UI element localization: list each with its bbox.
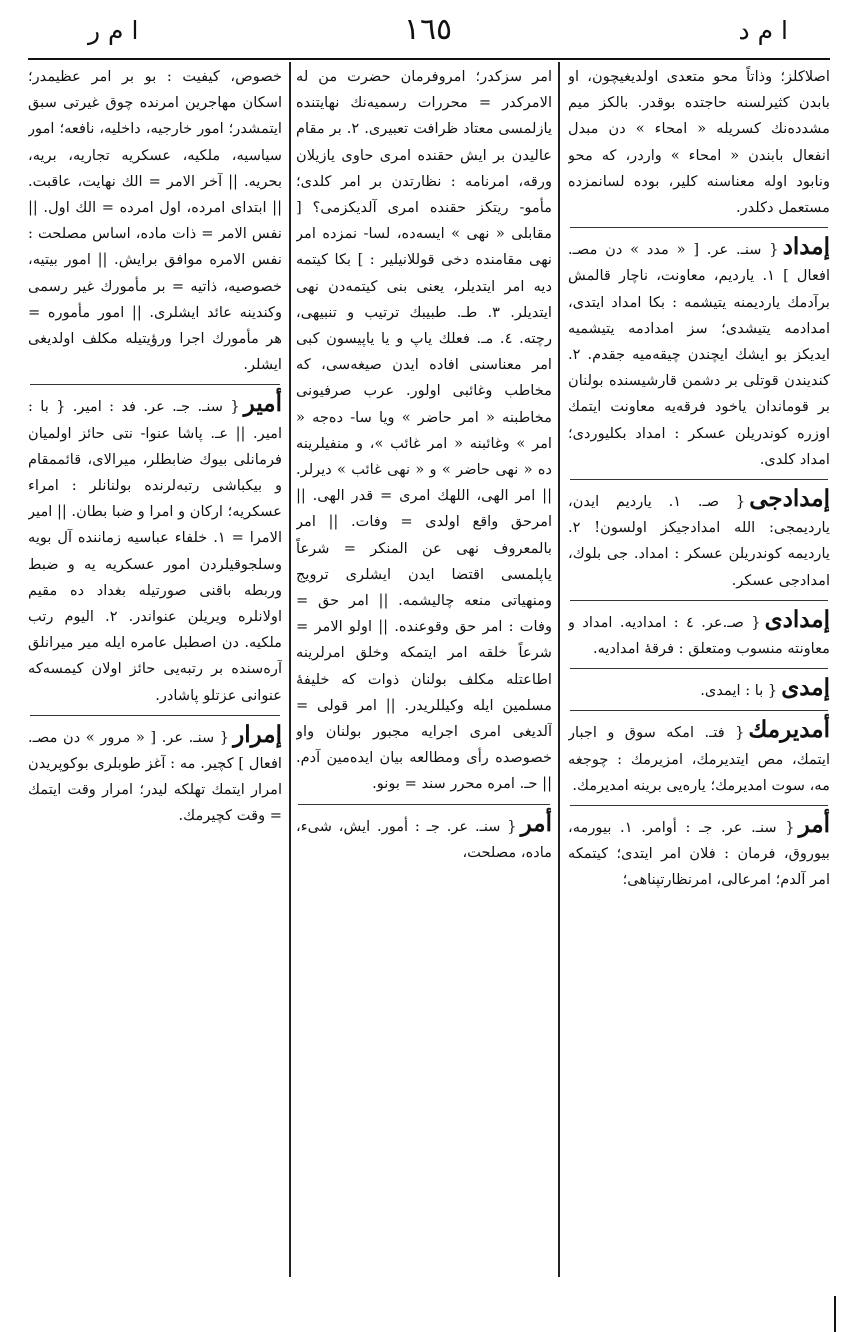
entry-separator <box>570 479 828 480</box>
headword: إمدی <box>781 674 830 702</box>
entry-imdirmek <box>568 717 830 799</box>
running-head-left: ا م ر <box>88 16 139 45</box>
column-middle <box>296 64 552 1264</box>
entry-emr <box>568 812 830 894</box>
entry-emir <box>28 391 282 708</box>
entry-isrer <box>28 722 282 830</box>
entry-text: { با : ایمدی. <box>700 682 778 700</box>
entry-text: { سنـ. عر. [ « مرور » دن مصـ. افعال ] كچیر. مه : آغز طوبلری بوكوپریدن امرار ایتمك تهلكه لیدر؛ امرار وقت ایتمك = وقت كچیرمك. <box>28 728 282 825</box>
entry-text: { صـ.عر. ٤ : امدادیه. امداد و معاونته منسوب ومتعلق : فرقهٔ امدادیه. <box>568 613 830 658</box>
entry-text: { سنـ. عر. [ « مدد » دن مصـ. افعال ] ١. یاردیم، معاونت، ناچار قالمش برآدمك یاردیمنه یتیشمه : بكا امداد ایتدی، امدادمه یتیشدی؛ سز امدادمه یتیشمیه ایدیكز بو ایشك ایچندن چیقەمیه جقدم. ٢. كندیندن قوتلی بر دشمن قارشیسنده بولنان بر قوماندان یاخود فرقه‌یه معاونت ایتمك اوزره كوندریلن عسكر : امداد بكلیوردی؛ امداد كلدی. <box>568 241 830 468</box>
headword: أمیر <box>243 390 282 418</box>
headword: أمدیرمك <box>748 716 830 744</box>
page-number: ١٦٥ <box>403 12 453 47</box>
entry-text: { فتـ. امكه سوق و اجبار ایتمك، مص ایتدیرمك، امزیرمك : چوجغه مه، سوت امدیرمك؛ یاره‌یی برینه امدیرمك. <box>568 724 830 794</box>
column-right <box>568 64 830 1264</box>
entry-text: { سنـ. عر. جـ : أوامر. ١. بیورمه، بیوروق، فرمان : فلان امر ایتدی؛ كیتمكه امر آلدم؛ امرعالی، امرنظارتپناهی؛ <box>568 819 830 889</box>
entry-text: { سنـ. جـ. عر. فد : امیر. { با : امیر. || عـ. پاشا عنوا- نتی حائز اولمیان فرمانلی بیوك ضابطلر، میرالای، قائممقام و بیكباشی رتبه‌لرنده بولنانلر : امراء عسكریه؛ اركان و امرا و ضبا بطان. || امیر الامرا = ١. خلفاء عباسیه زماننده آل بویه وسلجوقیلردن امور عسكریه یه و ضبط وربطه باقنی صورتیله بغداد ده مقیم اولانلره ویریلن عنواندر. ٢. الیوم رتب ملكیه. دن اصطبل عامره ایله میر میرانلق آره‌سنده بر رتبه‌یی حائز اولان كیمسه‌كه عنوانی عزتلو پاشادر. <box>28 398 282 704</box>
headword: أمر <box>520 809 552 837</box>
entry-text: { سنـ. عر. جـ : أمور. ایش، شیء، ماده، مصلحت، <box>296 817 552 861</box>
headword: إمدادجی <box>749 485 830 513</box>
entry-text: { صـ. ١. یاردیم ایدن، یاردیمجی: الله امدادجیكز اولسون! ٢. یاردیمه كوندریلن عسكر : امداد. جی بلوك، امدادجی عسكر. <box>568 493 830 589</box>
entry-separator <box>570 710 828 711</box>
entry-separator <box>570 227 828 228</box>
entry-separator <box>570 600 828 601</box>
entry-text: امر سزكدر؛ امروفرمان حضرت من له الامركدر = محررات رسمیه‌نك نهایتنده یازلمسی معتاد ظرافت تعبیری. ٢. بر مقام عالیدن بر ایش حقنده امری حاوی یازیلان ورقه، امرنامه : نظارتدن بر امر كلدی؛ مأمو- ریتكز حقنده امری آلدیكزمی؟ [ مقابلی « نهی » ایسه‌ده، لسا- نمزده امر نهی مقامنده دخی قوللانیلیر : ] بكا كیتمه دیه امر ایتدیلر، یعنی بنی كیتمه‌دن نهی ایتدیلر. ٣. طـ. طبیبك ترتیب و تنبیهی، رچته. ٤. مـ. فعلك یاپ و یا یاپیسون كبی امر معناسنی افاده ایدن صیغه‌سی، كه مخاطب وغائبی اولور. عرب صرفیونی مخاطبنه « امر حاضر » ویا سا- دەجه « امر » وغائبنه « امر غائب »، و منفیلرینه ده « نهی حاضر » و « نهی غائب » دیرلر. || امر الهی، اللهك امری = قدر الهی. || امرحق واقع اولدی = وفات. || امر بالمعروف نهی عن المنكر = شرعاً یاپلمسی اقتضا ایدن ایشلری ترویج ومنهیاتی منعه چالیشمه. || امر حق = وفات : امر حق وقوعنده. || اولو الامر = شرعاً خلقه امر ایتمكه وخلق امرلرینه اطاعتله مكلف بولنان ذوات كه خلیفهٔ مسلمین ایله وكیللریدر. || امر قولی = آلدیغی امری اجرایه مجبور بولنان واو خصوصده رأی ومطالعه بیان ایده‌مین آدم. || حـ. امره محرر سند = بونو. <box>296 68 552 793</box>
page-header <box>28 10 828 58</box>
entry-separator <box>570 668 828 669</box>
entry-separator <box>298 804 550 805</box>
entry-imdadji <box>568 486 830 594</box>
entry-imdi <box>568 675 830 704</box>
entry-separator <box>30 384 280 385</box>
headword: أمر <box>798 811 830 839</box>
headword: إمدادی <box>764 605 830 633</box>
column-divider-right <box>558 62 560 1277</box>
column-left <box>28 64 282 1264</box>
headword: إمرار <box>233 720 282 748</box>
headword: إمداد <box>782 233 830 261</box>
entry-text: اصلاكلز؛ وذاتاً محو متعدی اولدیغیچون، او بابدن كثیرلسنه حاجتده بوقدر. بالكز میم مشددەنك كسریله « امحاء » دن مبدل انفعال بابندن « امحاء » واردر، كه محو ونابود اوله معناسنه كلیر، بوده لسانمزده مستعمل دكلدر. <box>568 68 830 217</box>
entry-imdad <box>568 234 830 473</box>
entry-separator <box>570 805 828 806</box>
entry-text: خصوص، كیفیت : بو بر امر عظیمدر؛ اسكان مهاجرین امرنده چوق غیرتی سبق ایتمشدر؛ امور خارجیه، داخلیه، نافعه؛ امور سیاسیه، ملكیه، عسكریه تجاریه، بریه، بحریه. || آخر الامر = الك نهایت، عاقبت. || ابتدای امرده، اول امرده = الك اول. || نفس الامر = ذات ماده، اساس مصلحت : نفس الامره موافق برایش. || امور بیتیه، خصوصیه، ذاتیه = بر مأمورك غیر رسمی وكندینه عائد ایشلری. || امور مأموره = هر مأمورك اجرا ورؤیتیله مكلف اولدیغی ایشلر. <box>28 68 282 374</box>
header-rule <box>28 58 830 60</box>
margin-mark <box>834 1296 836 1332</box>
entry-emr2 <box>296 811 552 866</box>
entry-separator <box>30 715 280 716</box>
column-divider-left <box>289 62 291 1277</box>
running-head-right: ا م د <box>738 16 788 45</box>
entry-imdadi <box>568 607 830 662</box>
